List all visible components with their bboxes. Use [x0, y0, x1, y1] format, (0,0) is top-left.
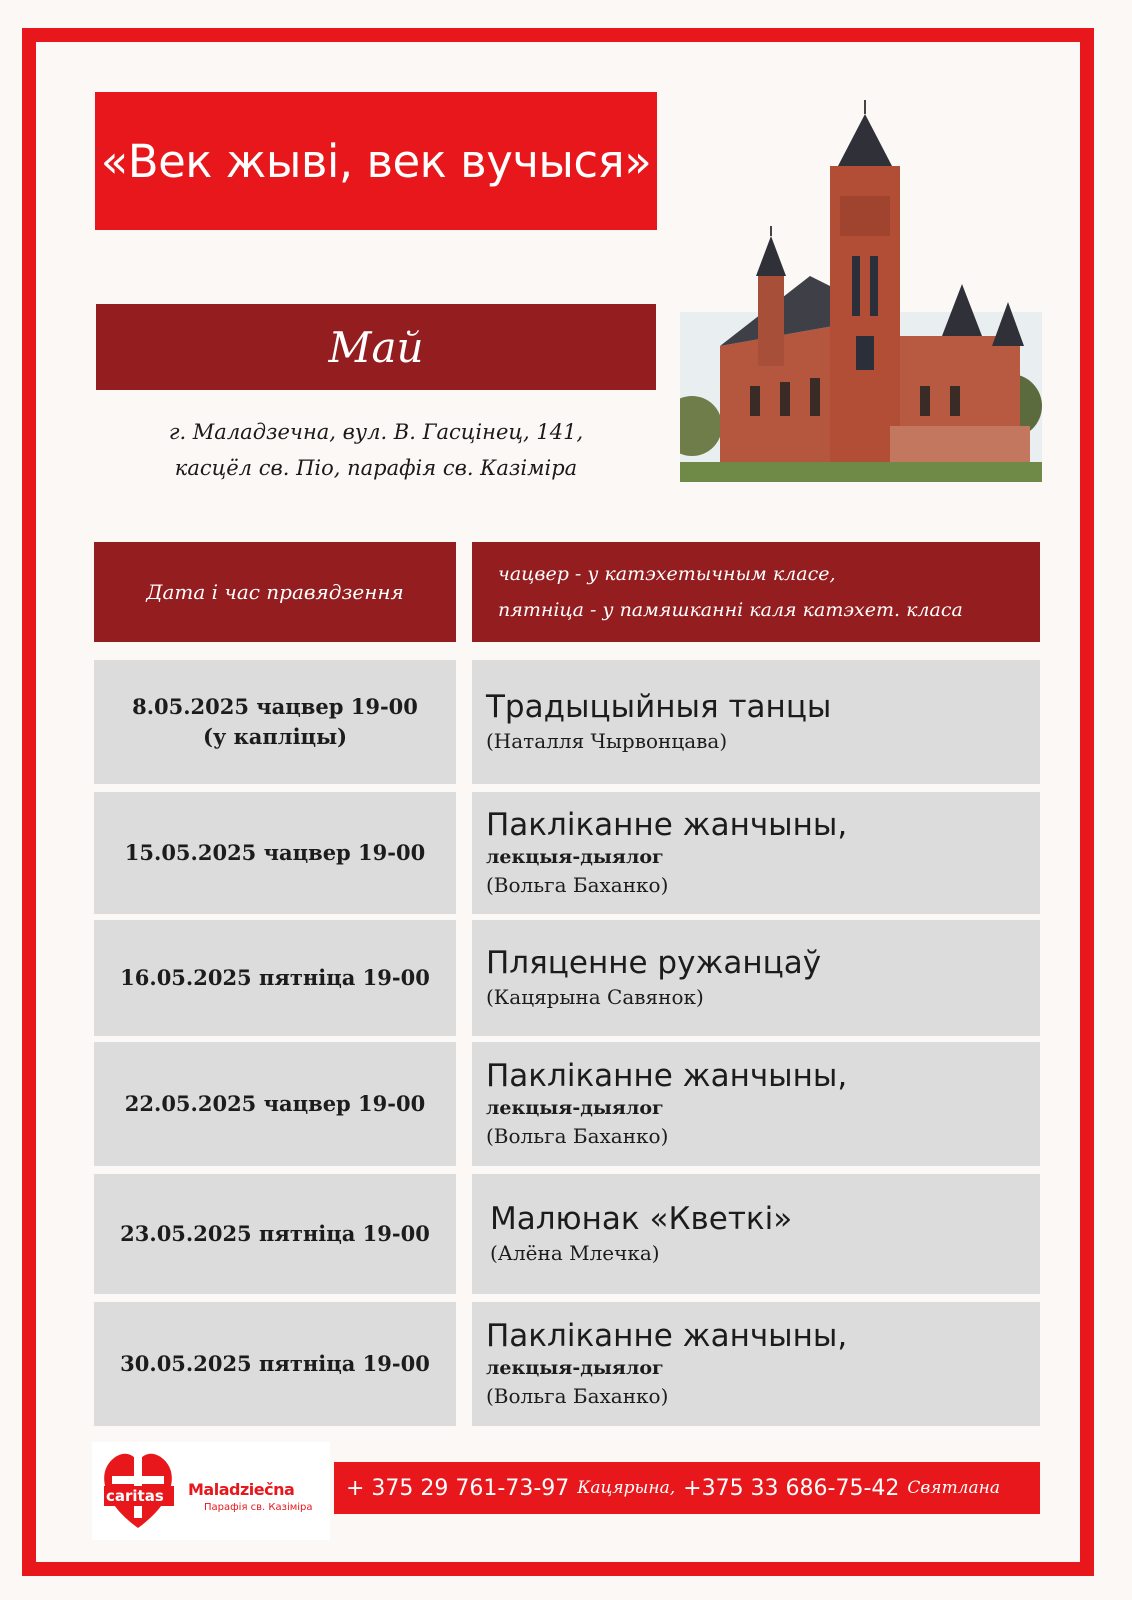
- church-photo: [680, 86, 1042, 482]
- table-row-date: [94, 1042, 456, 1166]
- table-header-location-line-2: пятніца - у памяшканні каля катэхет. класа: [498, 599, 963, 621]
- event-date: 15.05.2025 чацвер 19-00: [124, 840, 426, 865]
- event-title: Пакліканне жанчыны,: [486, 1318, 848, 1354]
- event-title: Пляценне ружанцаў: [486, 945, 822, 981]
- address-line-2: касцёл св. Піо, парафія св. Казіміра: [174, 456, 578, 480]
- month-banner: Май: [96, 304, 656, 390]
- phone-number-2[interactable]: +375 33 686-75-42: [683, 1475, 900, 1501]
- phone-number-1[interactable]: + 375 29 761-73-97: [346, 1475, 570, 1501]
- table-row-date: [94, 792, 456, 914]
- contact-bar: [334, 1462, 1040, 1514]
- event-presenter: (Наталля Чырвонцава): [486, 729, 728, 753]
- event-presenter: (Вольга Баханко): [486, 1124, 669, 1148]
- table-row-event: [472, 920, 1040, 1036]
- event-presenter: (Алёна Млечка): [490, 1241, 660, 1265]
- event-date: 8.05.2025 чацвер 19-00: [132, 694, 418, 719]
- event-title: Малюнак «Кветкі»: [490, 1201, 793, 1237]
- table-row-event: [472, 1174, 1040, 1294]
- address-line-1: г. Маладзечна, вул. В. Гасцінец, 141,: [168, 420, 584, 444]
- event-date: 23.05.2025 пятніца 19-00: [120, 1221, 430, 1246]
- table-row-date: [94, 1174, 456, 1294]
- page-title: «Век жыві, век вучыся»: [95, 92, 657, 230]
- event-subtitle: лекцыя-дыялог: [486, 846, 664, 868]
- contact-name-1: Кацярына,: [577, 1478, 676, 1498]
- table-header-date-label: Дата і час правядзення: [146, 580, 404, 604]
- event-date: 30.05.2025 пятніца 19-00: [120, 1351, 430, 1376]
- table-row-event: [472, 792, 1040, 914]
- table-header-date: [94, 542, 456, 642]
- event-subtitle: лекцыя-дыялог: [486, 1097, 664, 1119]
- address: [96, 414, 656, 486]
- event-title: Пакліканне жанчыны,: [486, 807, 848, 843]
- logo-parish: Парафія св. Казіміра: [204, 1502, 313, 1513]
- caritas-logo: [92, 1442, 330, 1540]
- table-row-event: [472, 1302, 1040, 1426]
- event-title: Традыцыйныя танцы: [486, 689, 832, 725]
- table-row-date: [94, 660, 456, 784]
- table-header-location: [472, 542, 1040, 642]
- event-presenter: (Кацярына Савянок): [486, 985, 704, 1009]
- logo-city: Maladziečna: [188, 1480, 295, 1499]
- logo-word: caritas: [106, 1487, 164, 1505]
- event-date: 16.05.2025 пятніца 19-00: [120, 965, 430, 990]
- contact-name-2: Святлана: [907, 1478, 1000, 1498]
- event-subtitle: лекцыя-дыялог: [486, 1357, 664, 1379]
- table-row-event: [472, 1042, 1040, 1166]
- table-row-date: [94, 1302, 456, 1426]
- event-date-note: (у капліцы): [202, 724, 348, 749]
- table-row-event: [472, 660, 1040, 784]
- event-presenter: (Вольга Баханко): [486, 873, 669, 897]
- table-row-date: [94, 920, 456, 1036]
- event-presenter: (Вольга Баханко): [486, 1384, 669, 1408]
- table-header-location-line-1: чацвер - у катэхетычным класе,: [498, 563, 836, 585]
- event-date: 22.05.2025 чацвер 19-00: [124, 1091, 426, 1116]
- event-title: Пакліканне жанчыны,: [486, 1058, 848, 1094]
